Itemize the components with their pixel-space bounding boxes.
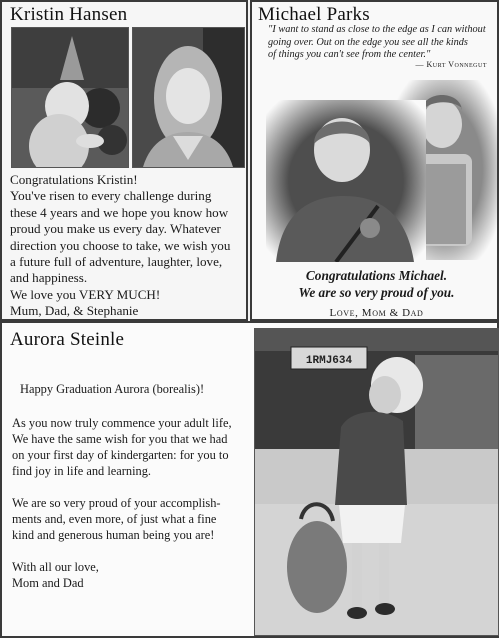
- kristin-baby-photo: [11, 27, 129, 168]
- aurora-para2-line: ments and, even more, of just what a fine: [12, 512, 217, 526]
- license-plate-text: 1RMJ634: [305, 355, 353, 367]
- aurora-paragraph-2: [12, 495, 252, 543]
- aurora-para2-line: kind and generous human being you are!: [12, 528, 215, 542]
- aurora-para2-line: We are so very proud of your accomplish-: [12, 496, 221, 510]
- aurora-steinle-panel: [0, 321, 499, 638]
- kristin-message-line: these 4 years and we hope you know how: [10, 204, 229, 220]
- quote-attribution: — Kurt Vonnegut: [415, 60, 487, 69]
- quote-line: going over. Out on the edge you see all the kinds: [268, 36, 468, 48]
- kristin-hansen-panel: [0, 0, 248, 321]
- aurora-para1-line: on your first day of kindergarten: for you to: [12, 448, 229, 462]
- quote-line: of things you can't see from the center.": [268, 49, 431, 61]
- aurora-closing-line: Mom and Dad: [12, 576, 84, 590]
- michael-message-line1: Congratulations Michael.: [305, 268, 448, 283]
- kristin-name: Kristin Hansen: [10, 4, 128, 25]
- aurora-closing: [12, 559, 252, 591]
- aurora-greeting: Happy Graduation Aurora (borealis)!: [20, 382, 205, 396]
- kristin-message-line: direction you choose to take, we wish you: [10, 237, 231, 253]
- kristin-message-line: and happiness.: [10, 270, 88, 286]
- michael-parks-panel: [250, 0, 499, 321]
- michael-signature: Love, Mom & Dad: [329, 307, 424, 319]
- kristin-message: [10, 172, 246, 320]
- michael-name: Michael Parks: [258, 4, 370, 25]
- aurora-closing-line: With all our love,: [12, 560, 99, 574]
- aurora-para1-line: We have the same wish for you that we had: [12, 432, 228, 446]
- kristin-senior-photo: [132, 27, 245, 168]
- aurora-paragraph-1: [12, 415, 252, 479]
- aurora-para1-line: find joy in life and learning.: [12, 464, 152, 478]
- aurora-name: Aurora Steinle: [10, 329, 125, 350]
- kristin-message-line: You've risen to every challenge during: [10, 188, 212, 204]
- kristin-message-line: a future full of adventure, laughter, love,: [10, 254, 223, 270]
- aurora-kindergarten-photo: [254, 328, 499, 636]
- aurora-para1-line: As you now truly commence your adult life,: [12, 416, 232, 430]
- michael-message-line2: We are so very proud of you.: [298, 285, 455, 300]
- kristin-message-line: Mum, Dad, & Stephanie: [10, 303, 139, 319]
- vonnegut-quote: [268, 24, 490, 62]
- kristin-message-line: Congratulations Kristin!: [10, 172, 138, 187]
- kristin-message-line: We love you VERY MUCH!: [10, 286, 161, 302]
- quote-line: "I want to stand as close to the edge as I can without: [268, 24, 486, 35]
- kristin-message-line: proud you make us every day. Whatever: [10, 221, 221, 237]
- michael-teen-photo: [266, 100, 426, 262]
